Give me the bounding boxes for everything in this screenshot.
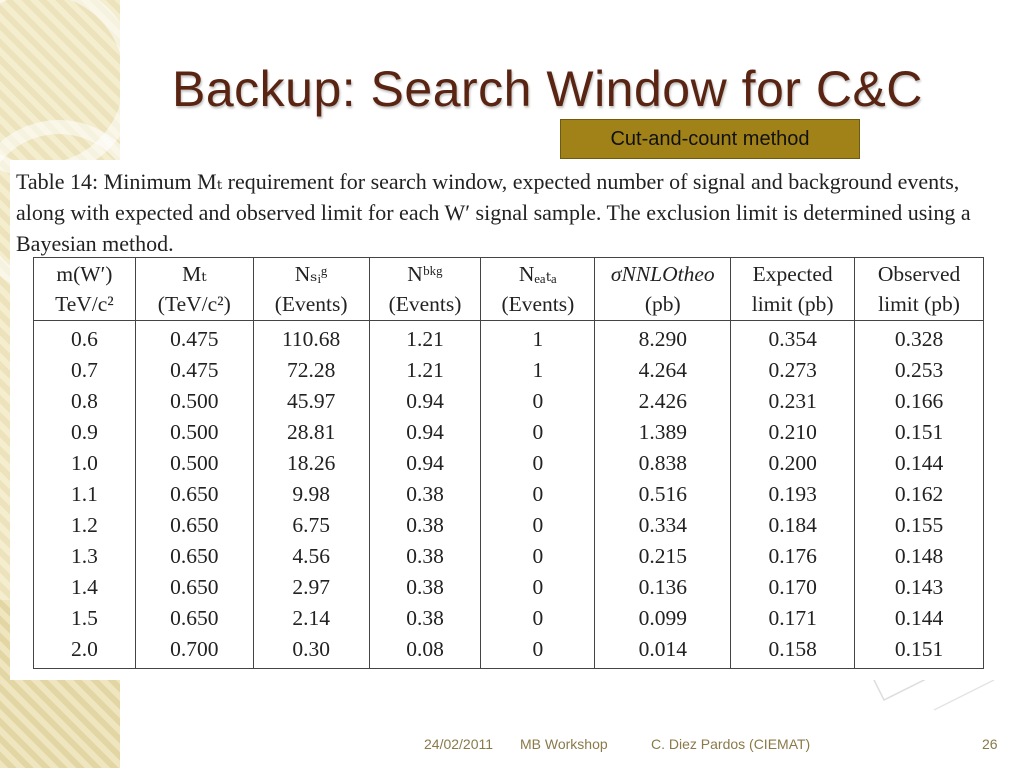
table-body	[34, 321, 984, 669]
header-line-2: TeV/c²	[55, 292, 114, 316]
table-cell: 0.193	[731, 479, 855, 510]
header-line-2: limit (pb)	[751, 292, 834, 316]
table-caption: Table 14: Minimum Mₜ requirement for search window, expected number of signal and background events, along with expected and observed limit for each W′ signal sample. The exclusion limit is determined using a Bayesian method.	[16, 169, 971, 256]
table-cell: 0.273	[731, 355, 855, 386]
footer-date: 24/02/2011	[424, 736, 494, 752]
table-cell: 1.0	[34, 448, 136, 479]
table-cell: 72.28	[253, 355, 369, 386]
table-row	[34, 448, 984, 479]
header-line-1: Nₑₐₜₐ	[518, 262, 557, 286]
table-cell: 0.38	[369, 603, 481, 634]
header-line-2: limit (pb)	[878, 292, 960, 316]
header-nsig	[253, 258, 369, 321]
table-row	[34, 417, 984, 448]
table-cell: 0.184	[731, 510, 855, 541]
table-cell: 6.75	[253, 510, 369, 541]
table-cell: 0.94	[369, 386, 481, 417]
table-cell: 1	[481, 355, 595, 386]
header-line-2: (TeV/c²)	[157, 292, 231, 316]
table-cell: 2.426	[595, 386, 731, 417]
table-cell: 0	[481, 510, 595, 541]
table-cell: 0.099	[595, 603, 731, 634]
table-cell: 0.500	[135, 417, 253, 448]
table-cell: 0	[481, 448, 595, 479]
table-row	[34, 603, 984, 634]
slide-title: Backup: Search Window for C&C	[172, 61, 923, 117]
table-cell: 0	[481, 541, 595, 572]
table-cell: 0.215	[595, 541, 731, 572]
table-cell: 0	[481, 417, 595, 448]
table-cell: 0.8	[34, 386, 136, 417]
table-cell: 0.253	[855, 355, 984, 386]
table-cell: 0.650	[135, 603, 253, 634]
table-cell: 2.0	[34, 634, 136, 669]
table-cell: 0.334	[595, 510, 731, 541]
header-line-2: (Events)	[501, 292, 575, 316]
table-cell: 0.148	[855, 541, 984, 572]
header-line-1: Nᵇᵏᵍ	[407, 262, 443, 286]
table-cell: 0.475	[135, 321, 253, 356]
table-cell: 0.143	[855, 572, 984, 603]
table-cell: 0	[481, 479, 595, 510]
table-cell: 0.231	[731, 386, 855, 417]
search-window-table	[33, 257, 984, 669]
table-cell: 0	[481, 386, 595, 417]
table-cell: 1	[481, 321, 595, 356]
table-cell: 0.30	[253, 634, 369, 669]
header-line-1: Nₛᵢᵍ	[294, 262, 328, 286]
header-line-2: (Events)	[388, 292, 462, 316]
table-cell: 0.7	[34, 355, 136, 386]
table-row	[34, 510, 984, 541]
table-row	[34, 479, 984, 510]
table-cell: 4.56	[253, 541, 369, 572]
table-cell: 110.68	[253, 321, 369, 356]
table-row	[34, 386, 984, 417]
header-line-2: (Events)	[274, 292, 348, 316]
table-cell: 0.170	[731, 572, 855, 603]
table-cell: 0.38	[369, 510, 481, 541]
table-row	[34, 634, 984, 669]
table-header-row	[34, 258, 984, 321]
header-nbkg	[369, 258, 481, 321]
table-cell: 0.500	[135, 386, 253, 417]
header-observed-limit	[855, 258, 984, 321]
table-cell: 0.144	[855, 603, 984, 634]
header-mw	[34, 258, 136, 321]
table-cell: 0.650	[135, 510, 253, 541]
header-line-1: σNNLOtheo	[610, 262, 715, 286]
footer-author: C. Diez Pardos (CIEMAT)	[651, 736, 811, 752]
table-cell: 0.9	[34, 417, 136, 448]
table-row	[34, 321, 984, 356]
header-line-1: Observed	[877, 262, 961, 286]
table-cell: 1.5	[34, 603, 136, 634]
table-cell: 0.354	[731, 321, 855, 356]
table-cell: 0.200	[731, 448, 855, 479]
table-cell: 2.97	[253, 572, 369, 603]
table-cell: 0.650	[135, 541, 253, 572]
table-cell: 9.98	[253, 479, 369, 510]
table-cell: 0	[481, 603, 595, 634]
table-cell: 0.155	[855, 510, 984, 541]
table-cell: 0.500	[135, 448, 253, 479]
table-cell: 1.4	[34, 572, 136, 603]
header-expected-limit	[731, 258, 855, 321]
table-cell: 0.08	[369, 634, 481, 669]
table-cell: 0.38	[369, 572, 481, 603]
table-cell: 0.136	[595, 572, 731, 603]
table-cell: 0.475	[135, 355, 253, 386]
table-cell: 0.650	[135, 572, 253, 603]
table-cell: 0.38	[369, 479, 481, 510]
header-line-2: (pb)	[644, 292, 681, 316]
table-cell: 1.21	[369, 321, 481, 356]
header-line-1: Mₜ	[182, 262, 207, 286]
table-cell: 0.014	[595, 634, 731, 669]
table-cell: 0.6	[34, 321, 136, 356]
table-cell: 1.2	[34, 510, 136, 541]
table-cell: 0	[481, 572, 595, 603]
table-cell: 1.1	[34, 479, 136, 510]
table-row	[34, 355, 984, 386]
table-cell: 0.210	[731, 417, 855, 448]
table-cell: 4.264	[595, 355, 731, 386]
header-ndata	[481, 258, 595, 321]
table-cell: 8.290	[595, 321, 731, 356]
table-cell: 28.81	[253, 417, 369, 448]
table-cell: 0.94	[369, 417, 481, 448]
table-cell: 1.3	[34, 541, 136, 572]
table-cell: 0.144	[855, 448, 984, 479]
table-cell: 0.171	[731, 603, 855, 634]
table-cell: 0.516	[595, 479, 731, 510]
method-badge: Cut-and-count method	[560, 119, 860, 159]
table-cell: 2.14	[253, 603, 369, 634]
table-cell: 0.328	[855, 321, 984, 356]
table-cell: 0.38	[369, 541, 481, 572]
table-cell: 0.151	[855, 634, 984, 669]
header-line-1: m(W′)	[56, 262, 113, 286]
table-cell: 18.26	[253, 448, 369, 479]
table-cell: 0.162	[855, 479, 984, 510]
table-cell: 1.21	[369, 355, 481, 386]
table-row	[34, 572, 984, 603]
table-cell: 0.166	[855, 386, 984, 417]
table-cell: 0.158	[731, 634, 855, 669]
table-row	[34, 541, 984, 572]
footer-event: MB Workshop	[520, 736, 608, 752]
table-cell: 0.700	[135, 634, 253, 669]
table-cell: 0.650	[135, 479, 253, 510]
table-cell: 0.838	[595, 448, 731, 479]
table-cell: 0	[481, 634, 595, 669]
table-cell: 0.176	[731, 541, 855, 572]
table-cell: 0.94	[369, 448, 481, 479]
table-cell: 45.97	[253, 386, 369, 417]
table-cell: 1.389	[595, 417, 731, 448]
table-cell: 0.151	[855, 417, 984, 448]
header-sigma-theo	[595, 258, 731, 321]
footer-page-number: 26	[982, 736, 998, 752]
header-mt	[135, 258, 253, 321]
header-line-1: Expected	[752, 262, 833, 286]
